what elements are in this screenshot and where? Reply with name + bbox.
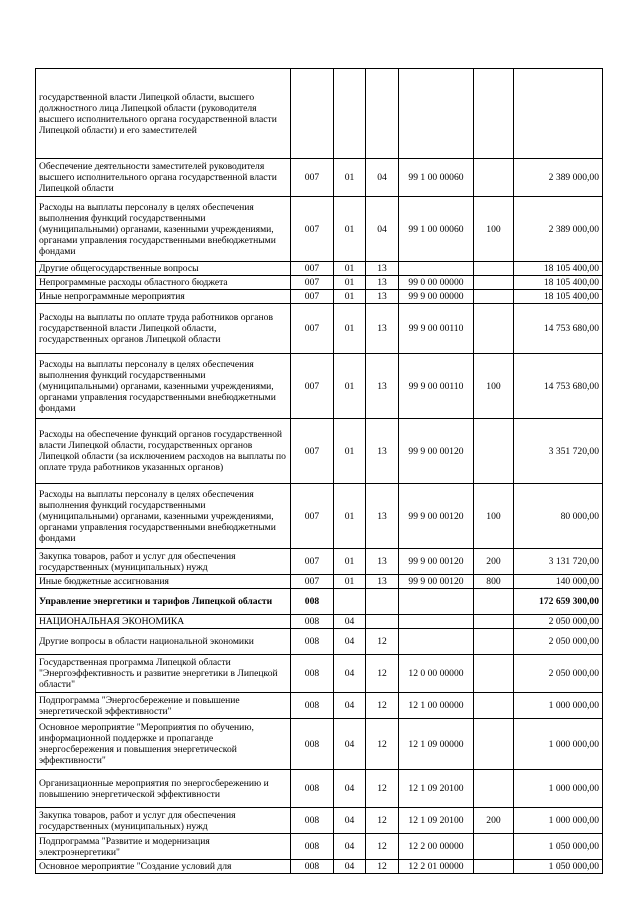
row-target-item-code: 12 2 00 00000 — [399, 834, 474, 860]
row-amount: 3 351 720,00 — [514, 419, 603, 484]
row-name: Управление энергетики и тарифов Липецкой области — [36, 589, 291, 615]
row-section-code: 04 — [334, 655, 366, 693]
row-target-item-code: 12 1 09 00000 — [399, 719, 474, 770]
row-expense-type-code — [474, 860, 514, 874]
row-expense-type-code — [474, 615, 514, 629]
row-section-code: 01 — [334, 484, 366, 549]
row-target-item-code: 12 1 09 20100 — [399, 770, 474, 808]
row-ved-code: 008 — [291, 770, 334, 808]
row-ved-code: 007 — [291, 290, 334, 304]
row-expense-type-code — [474, 290, 514, 304]
row-name: Основное мероприятие "Создание условий для — [36, 860, 291, 874]
row-expense-type-code — [474, 276, 514, 290]
row-section-code: 04 — [334, 719, 366, 770]
row-expense-type-code: 100 — [474, 354, 514, 419]
row-section-code: 01 — [334, 262, 366, 276]
row-target-item-code: 99 9 00 00120 — [399, 484, 474, 549]
row-section-code: 01 — [334, 354, 366, 419]
row-amount: 1 050 000,00 — [514, 860, 603, 874]
row-subsection-code: 12 — [366, 655, 399, 693]
row-expense-type-code — [474, 304, 514, 354]
row-subsection-code: 12 — [366, 834, 399, 860]
row-section-code: 01 — [334, 197, 366, 262]
row-ved-code: 007 — [291, 304, 334, 354]
budget-table — [35, 68, 603, 874]
row-amount: 1 050 000,00 — [514, 834, 603, 860]
row-amount: 18 105 400,00 — [514, 290, 603, 304]
row-subsection-code: 12 — [366, 770, 399, 808]
row-subsection-code: 12 — [366, 629, 399, 655]
row-amount: 1 000 000,00 — [514, 719, 603, 770]
row-name: Подпрограмма "Развитие и модернизация электроэнергетики" — [36, 834, 291, 860]
row-ved-code: 007 — [291, 354, 334, 419]
row-target-item-code: 99 1 00 00060 — [399, 197, 474, 262]
row-amount: 18 105 400,00 — [514, 276, 603, 290]
table-row — [36, 808, 603, 834]
row-target-item-code: 99 9 00 00120 — [399, 575, 474, 589]
table-row — [36, 484, 603, 549]
table-row — [36, 304, 603, 354]
table-row — [36, 834, 603, 860]
row-amount: 3 131 720,00 — [514, 549, 603, 575]
row-target-item-code — [399, 615, 474, 629]
row-subsection-code: 13 — [366, 290, 399, 304]
row-target-item-code: 99 9 00 00120 — [399, 419, 474, 484]
table-row — [36, 693, 603, 719]
row-expense-type-code — [474, 629, 514, 655]
row-name: НАЦИОНАЛЬНАЯ ЭКОНОМИКА — [36, 615, 291, 629]
table-row — [36, 197, 603, 262]
row-ved-code: 008 — [291, 719, 334, 770]
table-row — [36, 159, 603, 197]
row-name: Государственная программа Липецкой области "Энергоэффективность и развитие энергетики в Липецкой области" — [36, 655, 291, 693]
row-target-item-code — [399, 629, 474, 655]
row-expense-type-code — [474, 719, 514, 770]
row-ved-code: 007 — [291, 419, 334, 484]
row-ved-code: 008 — [291, 860, 334, 874]
row-ved-code: 008 — [291, 629, 334, 655]
row-expense-type-code — [474, 834, 514, 860]
row-target-item-code: 99 9 00 00110 — [399, 354, 474, 419]
row-name: Иные непрограммные мероприятия — [36, 290, 291, 304]
row-amount: 2 050 000,00 — [514, 629, 603, 655]
row-amount: 1 000 000,00 — [514, 693, 603, 719]
row-ved-code: 008 — [291, 655, 334, 693]
row-expense-type-code — [474, 159, 514, 197]
row-expense-type-code — [474, 770, 514, 808]
row-name: Иные бюджетные ассигнования — [36, 575, 291, 589]
row-subsection-code: 04 — [366, 197, 399, 262]
row-expense-type-code: 200 — [474, 549, 514, 575]
row-section-code: 04 — [334, 808, 366, 834]
table-row — [36, 629, 603, 655]
row-name: Другие вопросы в области национальной экономики — [36, 629, 291, 655]
row-section-code: 04 — [334, 693, 366, 719]
row-amount: 2 050 000,00 — [514, 615, 603, 629]
row-amount: 14 753 680,00 — [514, 304, 603, 354]
row-target-item-code — [399, 69, 474, 159]
row-section-code — [334, 589, 366, 615]
row-ved-code: 007 — [291, 159, 334, 197]
row-subsection-code — [366, 615, 399, 629]
row-ved-code: 007 — [291, 549, 334, 575]
row-subsection-code: 13 — [366, 575, 399, 589]
row-section-code: 04 — [334, 834, 366, 860]
row-amount: 80 000,00 — [514, 484, 603, 549]
table-row — [36, 575, 603, 589]
row-name: Закупка товаров, работ и услуг для обеспечения государственных (муниципальных) нужд — [36, 549, 291, 575]
row-section-code: 01 — [334, 290, 366, 304]
row-section-code: 04 — [334, 860, 366, 874]
row-ved-code: 007 — [291, 197, 334, 262]
row-expense-type-code — [474, 419, 514, 484]
row-name: Подпрограмма "Энергосбережение и повышение энергетической эффективности" — [36, 693, 291, 719]
row-section-code: 01 — [334, 159, 366, 197]
row-subsection-code: 12 — [366, 719, 399, 770]
table-row — [36, 615, 603, 629]
row-subsection-code — [366, 69, 399, 159]
table-row — [36, 262, 603, 276]
row-section-code: 01 — [334, 549, 366, 575]
table-row — [36, 770, 603, 808]
row-amount: 1 000 000,00 — [514, 808, 603, 834]
row-subsection-code: 12 — [366, 860, 399, 874]
row-ved-code: 008 — [291, 834, 334, 860]
row-expense-type-code: 800 — [474, 575, 514, 589]
row-section-code: 01 — [334, 575, 366, 589]
row-section-code: 04 — [334, 615, 366, 629]
row-subsection-code: 12 — [366, 808, 399, 834]
row-expense-type-code: 100 — [474, 197, 514, 262]
row-name: Непрограммные расходы областного бюджета — [36, 276, 291, 290]
row-amount: 140 000,00 — [514, 575, 603, 589]
row-ved-code: 008 — [291, 808, 334, 834]
row-ved-code: 008 — [291, 693, 334, 719]
row-subsection-code: 04 — [366, 159, 399, 197]
row-ved-code: 007 — [291, 276, 334, 290]
table-row — [36, 719, 603, 770]
row-target-item-code: 99 9 00 00120 — [399, 549, 474, 575]
row-ved-code: 007 — [291, 484, 334, 549]
row-target-item-code: 99 1 00 00060 — [399, 159, 474, 197]
row-ved-code: 008 — [291, 589, 334, 615]
row-expense-type-code — [474, 69, 514, 159]
row-amount: 172 659 300,00 — [514, 589, 603, 615]
row-section-code: 01 — [334, 276, 366, 290]
row-name: Расходы на обеспечение функций органов государственной власти Липецкой области, государственных органов Липецкой области (за исключением расходов на выплаты по оплате труда работников указанных органов) — [36, 419, 291, 484]
row-subsection-code: 13 — [366, 549, 399, 575]
row-amount: 18 105 400,00 — [514, 262, 603, 276]
table-row — [36, 655, 603, 693]
row-target-item-code: 99 0 00 00000 — [399, 276, 474, 290]
row-expense-type-code: 100 — [474, 484, 514, 549]
row-name: Основное мероприятие "Мероприятия по обучению, информационной поддержке и пропаганде энергосбережения и повышения энергетической эффективности" — [36, 719, 291, 770]
row-section-code: 04 — [334, 770, 366, 808]
row-subsection-code: 13 — [366, 262, 399, 276]
row-subsection-code: 13 — [366, 419, 399, 484]
row-name: Расходы на выплаты персоналу в целях обеспечения выполнения функций государственными (муниципальными) органами, казенными учреждениями, органами управления государственными внебюджетными фондами — [36, 197, 291, 262]
row-subsection-code: 12 — [366, 693, 399, 719]
table-row — [36, 276, 603, 290]
row-expense-type-code — [474, 262, 514, 276]
row-subsection-code: 13 — [366, 276, 399, 290]
row-section-code: 01 — [334, 304, 366, 354]
row-target-item-code: 12 2 01 00000 — [399, 860, 474, 874]
table-row — [36, 69, 603, 159]
row-section-code: 04 — [334, 629, 366, 655]
row-amount: 2 389 000,00 — [514, 197, 603, 262]
row-name: Расходы на выплаты по оплате труда работников органов государственной власти Липецкой области, государственных органов Липецкой области — [36, 304, 291, 354]
row-target-item-code: 99 9 00 00110 — [399, 304, 474, 354]
row-target-item-code: 12 1 09 20100 — [399, 808, 474, 834]
row-target-item-code: 12 0 00 00000 — [399, 655, 474, 693]
row-amount — [514, 69, 603, 159]
row-name: Закупка товаров, работ и услуг для обеспечения государственных (муниципальных) нужд — [36, 808, 291, 834]
row-ved-code: 007 — [291, 262, 334, 276]
row-expense-type-code — [474, 655, 514, 693]
table-row — [36, 290, 603, 304]
row-name: Организационные мероприятия по энергосбережению и повышению энергетической эффективности — [36, 770, 291, 808]
row-ved-code: 007 — [291, 575, 334, 589]
row-amount: 14 753 680,00 — [514, 354, 603, 419]
row-amount: 1 000 000,00 — [514, 770, 603, 808]
row-amount: 2 389 000,00 — [514, 159, 603, 197]
row-expense-type-code — [474, 589, 514, 615]
table-row — [36, 589, 603, 615]
row-name: Обеспечение деятельности заместителей руководителя высшего исполнительного органа государственной власти Липецкой области — [36, 159, 291, 197]
row-target-item-code: 99 9 00 00000 — [399, 290, 474, 304]
table-row — [36, 860, 603, 874]
row-name: Расходы на выплаты персоналу в целях обеспечения выполнения функций государственными (муниципальными) органами, казенными учреждениями, органами управления государственными внебюджетными фондами — [36, 484, 291, 549]
table-row — [36, 354, 603, 419]
row-amount: 2 050 000,00 — [514, 655, 603, 693]
row-name: Расходы на выплаты персоналу в целях обеспечения выполнения функций государственными (муниципальными) органами, казенными учреждениями, органами управления государственными внебюджетными фондами — [36, 354, 291, 419]
row-expense-type-code — [474, 693, 514, 719]
table-row — [36, 419, 603, 484]
row-target-item-code: 12 1 00 00000 — [399, 693, 474, 719]
row-subsection-code: 13 — [366, 304, 399, 354]
row-target-item-code — [399, 262, 474, 276]
row-name: Другие общегосударственные вопросы — [36, 262, 291, 276]
row-target-item-code — [399, 589, 474, 615]
row-expense-type-code: 200 — [474, 808, 514, 834]
row-ved-code — [291, 69, 334, 159]
row-name: государственной власти Липецкой области, высшего должностного лица Липецкой области (руководителя высшего исполнительного органа государственной власти Липецкой области) и его заместителей — [36, 69, 291, 159]
row-ved-code: 008 — [291, 615, 334, 629]
row-subsection-code: 13 — [366, 484, 399, 549]
table-row — [36, 549, 603, 575]
row-section-code — [334, 69, 366, 159]
row-section-code: 01 — [334, 419, 366, 484]
row-subsection-code — [366, 589, 399, 615]
row-subsection-code: 13 — [366, 354, 399, 419]
